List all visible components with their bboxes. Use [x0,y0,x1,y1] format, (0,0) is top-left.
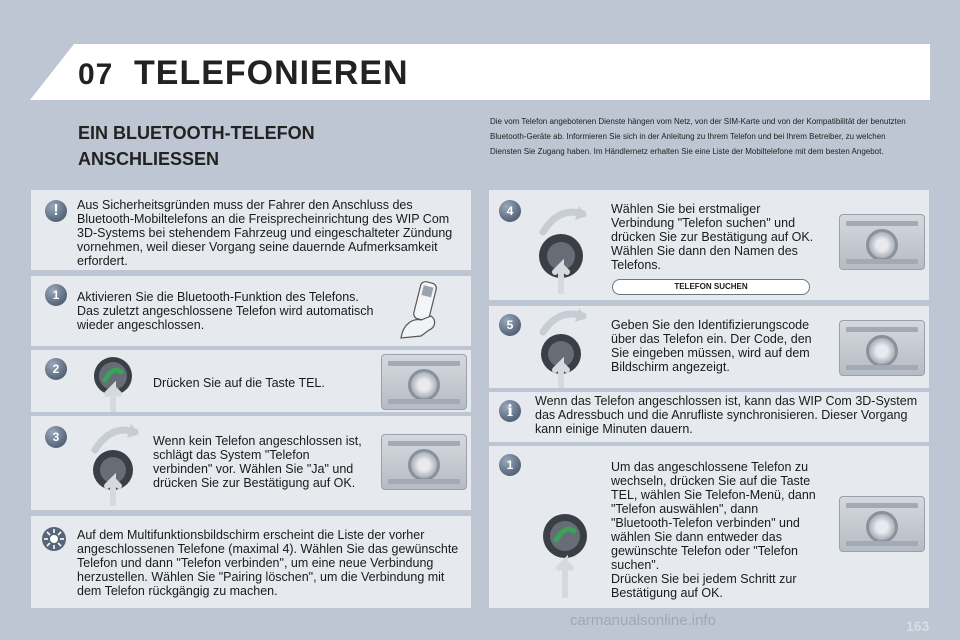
rotary-knob-icon [529,306,597,388]
step-2-box [31,350,471,412]
step-3-text: Wenn kein Telefon angeschlossen ist, schlägt das System "Telefon verbinden" vor. Wählen Sie "Ja" und drücken Sie zur Bestätigung auf OK. [153,434,362,490]
step-badge: 5 [499,314,521,336]
step-1-box [31,276,471,346]
step-badge: 1 [45,284,67,306]
telefon-suchen-button[interactable]: TELEFON SUCHEN [612,279,810,295]
tip-text: Auf dem Multifunktionsbildschirm erscheint die Liste der vorher angeschlossenen Telefone (maximal 4). Wählen Sie das gewünschte Telefon und dann "Telefon verbinden", um eine neue Verbindung herzustellen. Wählen Sie "Pairing löschen", um die Verbindung mit dem Telefon rückgängig zu machen. [77,528,459,598]
step-badge: 2 [45,358,67,380]
change-phone-box [489,446,929,608]
info-text: Wenn das Telefon angeschlossen ist, kann das WIP Com 3D-System das Adressbuch und die Anrufliste synchronisieren. Dieser Vorgang kann einige Minuten dauern. [535,394,918,436]
rotary-knob-icon [81,420,149,506]
step-1-text: Aktivieren Sie die Bluetooth-Funktion des Telefons. Das zuletzt angeschlossene Telefon wird automatisch wieder angeschlossen. [77,290,374,332]
intro-note: Die vom Telefon angebotenen Dienste hängen vom Netz, von der SIM-Karte und von der Kompatibilität der benutzten Bluetooth-Geräte ab. Informieren Sie sich in der Anleitung zu Ihrem Telefon und bei Ihrem Betreiber, zu welchen Diensten Sie Zugang haben. Im Händlernetz erhalten Sie eine Liste der Mobiltelefone mit dem besten Angebot. [490,117,906,156]
step-badge: 3 [45,426,67,448]
step-3-box [31,416,471,510]
warning-text: Aus Sicherheitsgründen muss der Fahrer den Anschluss des Bluetooth-Mobiltelefons an die Freisprecheinrichtung des WIP Com 3D-Systems bei stehendem Fahrzeug und eingeschalteter Zündung vornehmen, weil dieser Vorgang seine dauernde Aufmerksamkeit erfordert. [77,198,453,268]
radio-panel-icon [839,214,925,270]
warning-icon: ! [45,200,67,222]
radio-panel-icon [381,434,467,490]
step-badge: 4 [499,200,521,222]
chapter-title: TELEFONIEREN [134,54,409,92]
step-badge: 1 [499,454,521,476]
mobile-phone-icon [391,280,459,342]
change-phone-text: Um das angeschlossene Telefon zu wechseln, drücken Sie auf die Taste TEL, wählen Sie Telefon-Menü, dann "Telefon auswählen", dann "Bluetooth-Telefon verbinden" und wählen Sie dann entweder das gewünschte Telefon oder "Telefon suchen". Drücken Sie bei jedem Schritt zur Bestätigung auf OK. [611,460,816,600]
section-title: EIN BLUETOOTH-TELEFON ANSCHLIESSEN [78,123,315,169]
tip-box [31,516,471,608]
radio-panel-icon [839,320,925,376]
step-4-text: Wählen Sie bei erstmaliger Verbindung "Telefon suchen" und drücken Sie zur Bestätigung auf OK. Wählen Sie dann den Namen des Telefons. [611,202,814,272]
chapter-number: 07 [78,58,114,91]
watermark: carmanualsonline.info [570,612,716,629]
step-2-text: Drücken Sie auf die Taste TEL. [153,376,325,390]
warning-box [31,190,471,270]
radio-panel-icon [381,354,467,410]
tel-button-icon [537,502,597,598]
tel-button-icon [87,352,145,412]
rotary-knob-icon [529,198,597,294]
page-number: 163 [906,618,930,634]
tip-sun-icon [41,526,67,552]
info-box [489,392,929,442]
info-icon: i [499,400,521,422]
step-5-box [489,306,929,388]
radio-panel-icon [839,496,925,552]
step-5-text: Geben Sie den Identifizierungscode über das Telefon ein. Der Code, den Sie eingeben müssen, wird auf dem Bildschirm angezeigt. [611,318,812,374]
